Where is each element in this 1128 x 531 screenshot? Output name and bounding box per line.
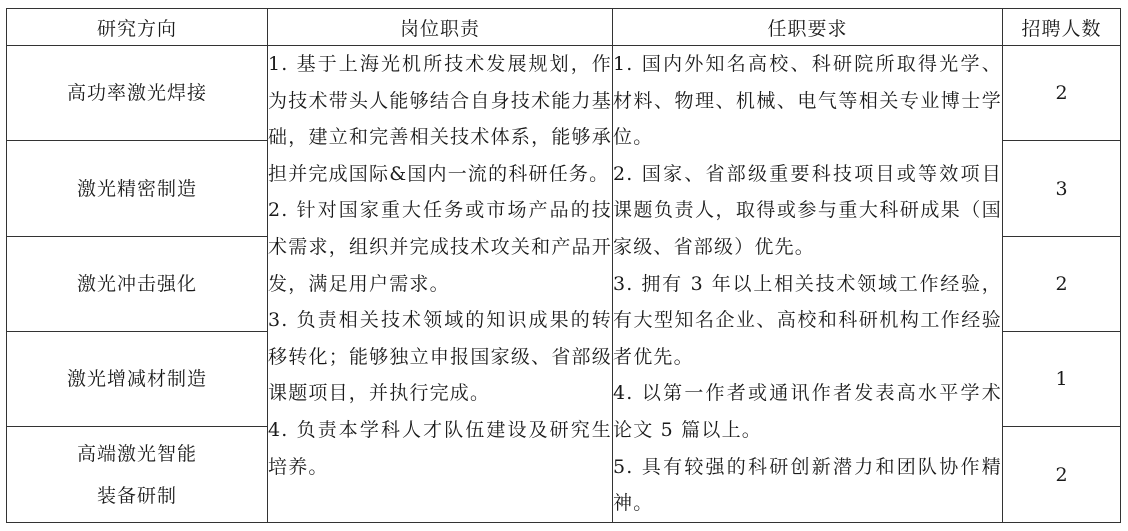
research-direction-label: 高端激光智能 bbox=[76, 442, 197, 465]
header-research-direction: 研究方向 bbox=[7, 9, 268, 46]
headcount-cell: 3 bbox=[1003, 141, 1121, 236]
research-direction-cell bbox=[7, 141, 268, 236]
requirement-item: 2. 国家、省部级重要科技项目或等效项目课题负责人，取得或参与重大科研成果（国家级、省部级）优先。 bbox=[613, 162, 1002, 258]
research-direction-label: 激光冲击强化 bbox=[76, 272, 197, 295]
requirement-item: 1. 国内外知名高校、科研院所取得光学、材料、物理、机械、电气等相关专业博士学位。 bbox=[613, 53, 1002, 149]
headcount-cell: 2 bbox=[1003, 46, 1121, 141]
recruitment-table-container bbox=[6, 8, 1121, 523]
recruitment-table bbox=[6, 8, 1121, 523]
requirement-item: 3. 拥有 3 年以上相关技术领域工作经验，有大型知名企业、高校和科研机构工作经验者优先。 bbox=[613, 272, 1002, 368]
responsibilities-cell bbox=[268, 46, 613, 523]
responsibility-item: 3. 负责相关技术领域的知识成果的转移转化；能够独立申报国家级、省部级课题项目，并执行完成。 bbox=[268, 309, 612, 405]
headcount-cell: 2 bbox=[1003, 236, 1121, 331]
research-direction-cell bbox=[7, 236, 268, 331]
research-direction-cell bbox=[7, 332, 268, 427]
responsibility-item: 2. 针对国家重大任务或市场产品的技术需求，组织并完成技术攻关和产品开发，满足用户需求。 bbox=[268, 199, 612, 295]
responsibility-item: 1. 基于上海光机所技术发展规划，作为技术带头人能够结合自身技术能力基础，建立和完善相关技术体系，能够承担并完成国际&国内一流的科研任务。 bbox=[268, 53, 612, 185]
research-direction-cell bbox=[7, 46, 268, 141]
research-direction-label: 激光增减材制造 bbox=[66, 368, 207, 391]
table-row bbox=[7, 46, 1121, 141]
requirement-item: 4. 以第一作者或通讯作者发表高水平学术论文 5 篇以上。 bbox=[613, 382, 1002, 441]
research-direction-label: 激光精密制造 bbox=[76, 177, 197, 200]
headcount-cell: 1 bbox=[1003, 332, 1121, 427]
research-direction-label: 高功率激光焊接 bbox=[66, 82, 207, 105]
requirements-cell bbox=[613, 46, 1003, 523]
header-requirements: 任职要求 bbox=[613, 9, 1003, 46]
header-headcount: 招聘人数 bbox=[1003, 9, 1121, 46]
headcount-cell: 2 bbox=[1003, 427, 1121, 522]
requirement-item: 5. 具有较强的科研创新潜力和团队协作精神。 bbox=[613, 455, 1002, 515]
header-row bbox=[7, 9, 1121, 46]
header-responsibilities: 岗位职责 bbox=[268, 9, 613, 46]
research-direction-label-line2: 装备研制 bbox=[96, 484, 177, 507]
research-direction-cell bbox=[7, 427, 268, 522]
responsibility-item: 4. 负责本学科人才队伍建设及研究生培养。 bbox=[268, 418, 612, 478]
